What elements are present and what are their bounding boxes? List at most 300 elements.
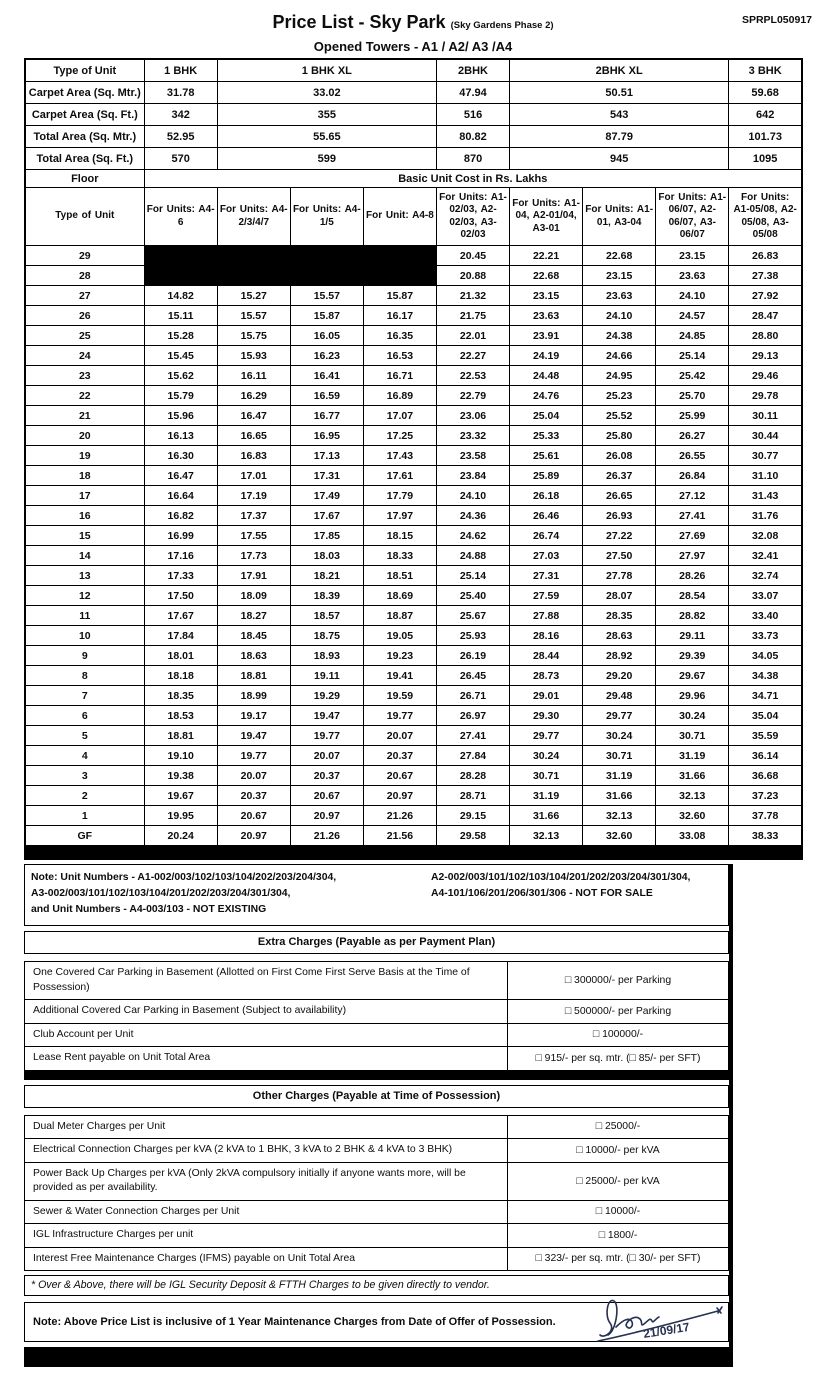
price-cell: 18.03 — [290, 546, 363, 566]
price-cell: 22.01 — [436, 326, 509, 346]
price-cell: 20.45 — [436, 246, 509, 266]
floor-number-cell: 15 — [25, 526, 144, 546]
floor-number-cell: 5 — [25, 726, 144, 746]
price-table — [24, 58, 803, 847]
price-cell: 30.71 — [510, 766, 583, 786]
price-cell: 21.75 — [436, 306, 509, 326]
price-cell: 31.66 — [656, 766, 729, 786]
price-cell: 29.01 — [510, 686, 583, 706]
price-cell: 17.25 — [363, 426, 436, 446]
note-line: A4-101/106/201/206/301/306 - NOT FOR SALE — [431, 888, 653, 899]
price-cell: 17.01 — [217, 466, 290, 486]
charges-row — [25, 1115, 729, 1139]
unit-info-value: 570 — [144, 148, 217, 170]
price-cell: 26.46 — [510, 506, 583, 526]
price-cell: 24.88 — [436, 546, 509, 566]
unit-info-value: 59.68 — [729, 82, 802, 104]
unit-info-row — [25, 148, 802, 170]
charge-label: Sewer & Water Connection Charges per Unit — [25, 1200, 508, 1224]
price-cell: 32.41 — [729, 546, 802, 566]
price-cell: 25.67 — [436, 606, 509, 626]
price-cell: 14.82 — [144, 286, 217, 306]
charge-label: Interest Free Maintenance Charges (IFMS) payable on Unit Total Area — [25, 1247, 508, 1271]
charge-label: One Covered Car Parking in Basement (Allotted on First Come First Serve Basis at the Time of Possession) — [25, 962, 508, 1000]
signature-date: 21/09/17 — [642, 1319, 691, 1341]
price-cell: 27.22 — [583, 526, 656, 546]
price-cell: 26.93 — [583, 506, 656, 526]
price-cell: 31.19 — [656, 746, 729, 766]
unit-info-value: 599 — [217, 148, 436, 170]
price-row — [25, 286, 802, 306]
price-row — [25, 746, 802, 766]
price-cell: 30.44 — [729, 426, 802, 446]
charges-row — [25, 1139, 729, 1163]
price-cell: 31.76 — [729, 506, 802, 526]
price-cell: 31.19 — [510, 786, 583, 806]
price-cell: 21.26 — [363, 806, 436, 826]
unit-info-label: Total Area (Sq. Ft.) — [25, 148, 144, 170]
price-cell: 18.51 — [363, 566, 436, 586]
charge-value: □ 300000/- per Parking — [508, 962, 729, 1000]
price-cell: 19.59 — [363, 686, 436, 706]
unit-info-label: Total Area (Sq. Mtr.) — [25, 126, 144, 148]
price-cell: 24.85 — [656, 326, 729, 346]
charges-row — [25, 962, 729, 1000]
price-cell: 24.10 — [656, 286, 729, 306]
floor-number-cell: 9 — [25, 646, 144, 666]
price-cell: 32.08 — [729, 526, 802, 546]
floor-label: Floor — [25, 170, 144, 188]
price-cell: 29.13 — [729, 346, 802, 366]
price-cell: 15.87 — [290, 306, 363, 326]
price-cell: 17.33 — [144, 566, 217, 586]
price-cell: 29.58 — [436, 826, 509, 847]
price-cell: 19.17 — [217, 706, 290, 726]
price-cell: 20.07 — [363, 726, 436, 746]
price-cell: 23.63 — [583, 286, 656, 306]
price-cell: 19.77 — [217, 746, 290, 766]
price-cell: 21.26 — [290, 826, 363, 847]
unit-info-label: Type of Unit — [25, 59, 144, 82]
price-cell: 34.38 — [729, 666, 802, 686]
price-cell: 23.63 — [510, 306, 583, 326]
price-cell: 28.35 — [583, 606, 656, 626]
floor-number-cell: 18 — [25, 466, 144, 486]
unit-notes-left — [31, 870, 431, 918]
price-cell: 26.55 — [656, 446, 729, 466]
unit-info-value: 33.02 — [217, 82, 436, 104]
price-cell: 27.69 — [656, 526, 729, 546]
price-row — [25, 406, 802, 426]
price-cell: 27.92 — [729, 286, 802, 306]
charge-value: □ 100000/- — [508, 1023, 729, 1047]
price-cell: 17.61 — [363, 466, 436, 486]
unit-info-value: 1 BHK — [144, 59, 217, 82]
price-cell: 18.01 — [144, 646, 217, 666]
price-cell: 17.84 — [144, 626, 217, 646]
price-cell: 24.10 — [436, 486, 509, 506]
price-cell: 28.80 — [729, 326, 802, 346]
note-line: and Unit Numbers - A4-003/103 - NOT EXISTING — [31, 904, 267, 915]
price-cell: 27.97 — [656, 546, 729, 566]
price-cell: 27.84 — [436, 746, 509, 766]
unit-info-value: 31.78 — [144, 82, 217, 104]
blocked-cell — [290, 266, 363, 286]
charge-value: □ 915/- per sq. mtr. (□ 85/- per SFT) — [508, 1047, 729, 1071]
price-cell: 16.41 — [290, 366, 363, 386]
price-cell: 37.23 — [729, 786, 802, 806]
blocked-cell — [144, 246, 217, 266]
price-cell: 29.78 — [729, 386, 802, 406]
floor-number-cell: 29 — [25, 246, 144, 266]
charge-label: IGL Infrastructure Charges per unit — [25, 1224, 508, 1248]
price-cell: 20.37 — [363, 746, 436, 766]
price-cell: 25.04 — [510, 406, 583, 426]
price-cell: 23.06 — [436, 406, 509, 426]
unit-info-value: 80.82 — [436, 126, 509, 148]
price-row — [25, 446, 802, 466]
price-row — [25, 626, 802, 646]
price-cell: 22.68 — [583, 246, 656, 266]
price-cell: 28.54 — [656, 586, 729, 606]
price-cell: 33.73 — [729, 626, 802, 646]
title-text: Price List - Sky Park — [272, 12, 446, 32]
unit-notes-box — [24, 864, 729, 926]
price-cell: 19.05 — [363, 626, 436, 646]
price-cell: 16.89 — [363, 386, 436, 406]
price-cell: 17.73 — [217, 546, 290, 566]
price-cell: 25.42 — [656, 366, 729, 386]
price-cell: 25.23 — [583, 386, 656, 406]
page-subtitle: Opened Towers - A1 / A2/ A3 /A4 — [313, 39, 513, 54]
column-header-cell: For Units: A4-6 — [144, 188, 217, 246]
price-cell: 23.63 — [656, 266, 729, 286]
price-cell: 18.57 — [290, 606, 363, 626]
price-cell: 17.37 — [217, 506, 290, 526]
unit-info-value: 642 — [729, 104, 802, 126]
price-cell: 17.79 — [363, 486, 436, 506]
blocked-cell — [363, 246, 436, 266]
price-cell: 19.23 — [363, 646, 436, 666]
price-cell: 19.10 — [144, 746, 217, 766]
price-cell: 36.14 — [729, 746, 802, 766]
unit-info-value: 543 — [510, 104, 729, 126]
price-cell: 15.57 — [217, 306, 290, 326]
price-cell: 19.95 — [144, 806, 217, 826]
charge-value: □ 25000/- — [508, 1115, 729, 1139]
price-row — [25, 786, 802, 806]
unit-info-value: 47.94 — [436, 82, 509, 104]
price-cell: 22.79 — [436, 386, 509, 406]
price-cell: 26.71 — [436, 686, 509, 706]
price-cell: 27.38 — [729, 266, 802, 286]
price-cell: 31.43 — [729, 486, 802, 506]
corner-label: Type of Unit — [25, 188, 144, 246]
price-cell: 25.33 — [510, 426, 583, 446]
price-cell: 23.84 — [436, 466, 509, 486]
unit-info-value: 3 BHK — [729, 59, 802, 82]
price-cell: 22.53 — [436, 366, 509, 386]
column-header-cell: For Units: A1-04, A2-01/04, A3-01 — [510, 188, 583, 246]
price-cell: 24.36 — [436, 506, 509, 526]
price-cell: 28.92 — [583, 646, 656, 666]
price-row — [25, 246, 802, 266]
price-cell: 17.97 — [363, 506, 436, 526]
price-cell: 15.93 — [217, 346, 290, 366]
price-cell: 17.67 — [290, 506, 363, 526]
price-cell: 27.78 — [583, 566, 656, 586]
price-cell: 17.85 — [290, 526, 363, 546]
price-cell: 29.46 — [729, 366, 802, 386]
price-cell: 15.27 — [217, 286, 290, 306]
price-cell: 17.07 — [363, 406, 436, 426]
price-cell: 19.47 — [217, 726, 290, 746]
price-cell: 17.31 — [290, 466, 363, 486]
price-cell: 15.28 — [144, 326, 217, 346]
price-cell: 25.80 — [583, 426, 656, 446]
price-cell: 20.97 — [290, 806, 363, 826]
price-cell: 18.81 — [217, 666, 290, 686]
charge-value: □ 323/- per sq. mtr. (□ 30/- per SFT) — [508, 1247, 729, 1271]
price-cell: 25.14 — [436, 566, 509, 586]
price-row — [25, 526, 802, 546]
price-cell: 18.27 — [217, 606, 290, 626]
extra-charges-table — [24, 961, 729, 1071]
price-cell: 17.16 — [144, 546, 217, 566]
price-cell: 17.55 — [217, 526, 290, 546]
price-cell: 24.57 — [656, 306, 729, 326]
lower-section — [24, 864, 733, 1367]
unit-info-value: 50.51 — [510, 82, 729, 104]
price-cell: 24.66 — [583, 346, 656, 366]
price-row — [25, 766, 802, 786]
price-cell: 16.47 — [217, 406, 290, 426]
price-cell: 29.67 — [656, 666, 729, 686]
charges-row — [25, 1023, 729, 1047]
unit-info-value: 2BHK — [436, 59, 509, 82]
column-header-cell: For Units: A1-01, A3-04 — [583, 188, 656, 246]
price-cell: 18.63 — [217, 646, 290, 666]
price-cell: 26.37 — [583, 466, 656, 486]
extra-charges-header: Extra Charges (Payable as per Payment Plan) — [24, 931, 729, 954]
price-cell: 18.99 — [217, 686, 290, 706]
price-cell: 16.95 — [290, 426, 363, 446]
charge-value: □ 1800/- — [508, 1224, 729, 1248]
price-cell: 25.89 — [510, 466, 583, 486]
price-cell: 23.15 — [656, 246, 729, 266]
unit-info-value: 516 — [436, 104, 509, 126]
column-header-cell: For Units: A1-05/08, A2-05/08, A3-05/08 — [729, 188, 802, 246]
price-cell: 31.10 — [729, 466, 802, 486]
price-cell: 35.59 — [729, 726, 802, 746]
price-cell: 31.66 — [510, 806, 583, 826]
floor-number-cell: 24 — [25, 346, 144, 366]
price-cell: 29.77 — [510, 726, 583, 746]
floor-number-cell: 13 — [25, 566, 144, 586]
price-cell: 17.19 — [217, 486, 290, 506]
price-cell: 30.24 — [510, 746, 583, 766]
price-cell: 18.81 — [144, 726, 217, 746]
column-header-cell: For Units: A4-1/5 — [290, 188, 363, 246]
price-cell: 30.71 — [583, 746, 656, 766]
price-cell: 18.69 — [363, 586, 436, 606]
price-row — [25, 546, 802, 566]
price-cell: 30.71 — [656, 726, 729, 746]
price-row — [25, 706, 802, 726]
price-cell: 28.07 — [583, 586, 656, 606]
price-cell: 22.27 — [436, 346, 509, 366]
price-cell: 20.97 — [363, 786, 436, 806]
price-cell: 17.13 — [290, 446, 363, 466]
price-cell: 17.50 — [144, 586, 217, 606]
price-cell: 15.57 — [290, 286, 363, 306]
price-row — [25, 806, 802, 826]
price-row — [25, 666, 802, 686]
page-title — [0, 12, 826, 36]
price-cell: 23.58 — [436, 446, 509, 466]
charge-label: Power Back Up Charges per kVA (Only 2kVA compulsory initially if anyone wants more, will be provided as per availability. — [25, 1162, 508, 1200]
price-row — [25, 386, 802, 406]
price-cell: 32.13 — [583, 806, 656, 826]
price-cell: 18.18 — [144, 666, 217, 686]
charges-row — [25, 1200, 729, 1224]
price-cell: 15.96 — [144, 406, 217, 426]
price-cell: 19.67 — [144, 786, 217, 806]
price-cell: 18.35 — [144, 686, 217, 706]
floor-number-cell: 11 — [25, 606, 144, 626]
price-row — [25, 586, 802, 606]
floor-number-cell: 7 — [25, 686, 144, 706]
price-cell: 27.59 — [510, 586, 583, 606]
price-cell: 18.09 — [217, 586, 290, 606]
unit-info-value: 52.95 — [144, 126, 217, 148]
price-cell: 16.59 — [290, 386, 363, 406]
price-cell: 18.39 — [290, 586, 363, 606]
price-cell: 16.77 — [290, 406, 363, 426]
price-cell: 28.16 — [510, 626, 583, 646]
price-cell: 21.56 — [363, 826, 436, 847]
column-header-cell: For Units: A4-2/3/4/7 — [217, 188, 290, 246]
price-cell: 19.41 — [363, 666, 436, 686]
charges-row — [25, 1047, 729, 1071]
price-cell: 19.77 — [290, 726, 363, 746]
floor-number-cell: 3 — [25, 766, 144, 786]
price-cell: 34.05 — [729, 646, 802, 666]
price-cell: 25.99 — [656, 406, 729, 426]
price-cell: 18.45 — [217, 626, 290, 646]
price-row — [25, 466, 802, 486]
price-cell: 28.82 — [656, 606, 729, 626]
price-cell: 20.37 — [217, 786, 290, 806]
price-cell: 20.67 — [290, 786, 363, 806]
price-cell: 23.32 — [436, 426, 509, 446]
price-cell: 25.52 — [583, 406, 656, 426]
price-cell: 32.13 — [510, 826, 583, 847]
price-cell: 20.07 — [217, 766, 290, 786]
floor-number-cell: 2 — [25, 786, 144, 806]
price-cell: 28.28 — [436, 766, 509, 786]
price-row — [25, 366, 802, 386]
bottom-bar — [24, 1347, 729, 1367]
price-cell: 18.21 — [290, 566, 363, 586]
price-cell: 28.26 — [656, 566, 729, 586]
unit-info-row — [25, 59, 802, 82]
charges-row — [25, 1247, 729, 1271]
price-cell: 31.19 — [583, 766, 656, 786]
price-cell: 16.35 — [363, 326, 436, 346]
price-cell: 29.77 — [583, 706, 656, 726]
price-cell: 26.45 — [436, 666, 509, 686]
price-cell: 20.67 — [217, 806, 290, 826]
floor-number-cell: 22 — [25, 386, 144, 406]
basic-cost-header: Basic Unit Cost in Rs. Lakhs — [144, 170, 802, 188]
price-cell: 16.65 — [217, 426, 290, 446]
unit-info-value: 55.65 — [217, 126, 436, 148]
charge-value: □ 25000/- per kVA — [508, 1162, 729, 1200]
maintenance-footnote-text: Note: Above Price List is inclusive of 1 Year Maintenance Charges from Date of Offer of Possession. — [33, 1316, 556, 1328]
price-cell: 29.15 — [436, 806, 509, 826]
price-cell: 15.79 — [144, 386, 217, 406]
price-cell: 28.71 — [436, 786, 509, 806]
price-cell: 24.76 — [510, 386, 583, 406]
floor-number-cell: 4 — [25, 746, 144, 766]
unit-info-row — [25, 104, 802, 126]
charges-row — [25, 1224, 729, 1248]
unit-info-value: 1 BHK XL — [217, 59, 436, 82]
price-cell: 22.21 — [510, 246, 583, 266]
price-row — [25, 646, 802, 666]
price-cell: 32.60 — [583, 826, 656, 847]
price-cell: 37.78 — [729, 806, 802, 826]
price-row — [25, 826, 802, 847]
divider-bar — [24, 847, 803, 860]
unit-info-row — [25, 82, 802, 104]
unit-info-value: 342 — [144, 104, 217, 126]
maintenance-footnote — [24, 1302, 729, 1342]
divider-bar — [24, 1071, 729, 1080]
price-cell: 16.13 — [144, 426, 217, 446]
other-charges-header: Other Charges (Payable at Time of Possession) — [24, 1085, 729, 1108]
charge-label: Additional Covered Car Parking in Basement (Subject to availability) — [25, 1000, 508, 1024]
charge-label: Dual Meter Charges per Unit — [25, 1115, 508, 1139]
price-cell: 26.83 — [729, 246, 802, 266]
price-cell: 16.17 — [363, 306, 436, 326]
price-cell: 25.14 — [656, 346, 729, 366]
price-cell: 23.15 — [583, 266, 656, 286]
price-cell: 26.74 — [510, 526, 583, 546]
price-cell: 29.30 — [510, 706, 583, 726]
price-cell: 16.99 — [144, 526, 217, 546]
floor-number-cell: 17 — [25, 486, 144, 506]
price-cell: 19.47 — [290, 706, 363, 726]
price-cell: 26.18 — [510, 486, 583, 506]
column-header-cell: For Unit: A4-8 — [363, 188, 436, 246]
price-cell: 15.75 — [217, 326, 290, 346]
price-cell: 16.71 — [363, 366, 436, 386]
price-cell: 20.97 — [217, 826, 290, 847]
unit-info-value: 101.73 — [729, 126, 802, 148]
blocked-cell — [217, 246, 290, 266]
price-cell: 26.65 — [583, 486, 656, 506]
price-cell: 29.39 — [656, 646, 729, 666]
price-cell: 34.71 — [729, 686, 802, 706]
price-cell: 33.40 — [729, 606, 802, 626]
price-cell: 16.47 — [144, 466, 217, 486]
price-cell: 25.93 — [436, 626, 509, 646]
price-cell: 29.20 — [583, 666, 656, 686]
price-row — [25, 346, 802, 366]
ref-code: SPRPL050917 — [741, 14, 812, 26]
